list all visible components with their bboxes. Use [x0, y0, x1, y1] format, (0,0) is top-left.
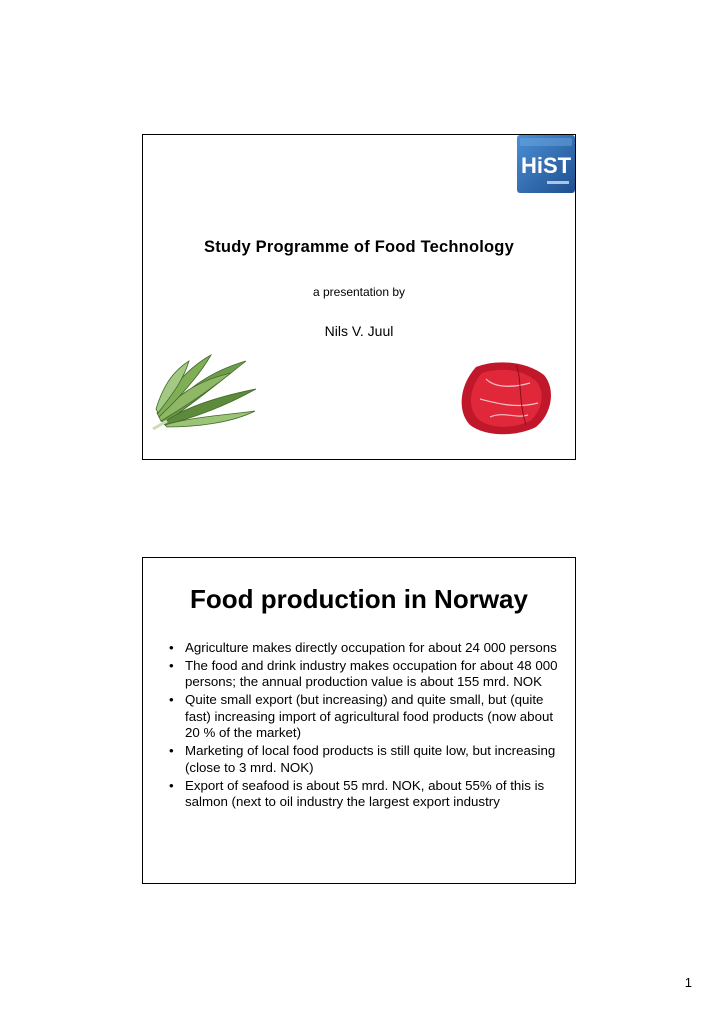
title-slide	[142, 134, 576, 460]
list-item: • Quite small export (but increasing) and quite small, but (quite fast) increasing import of agricultural food products (now about 20 % of the market)	[169, 692, 554, 741]
bullet-text: Export of seafood is about 55 mrd. NOK, about 55% of this is salmon (next to oil industry the largest export industry	[185, 777, 545, 810]
bullet-list	[165, 640, 565, 812]
presentation-title: Study Programme of Food Technology	[204, 238, 514, 256]
bullet-text: Agriculture makes directly occupation for about 24 000 persons	[185, 640, 557, 655]
svg-text:HiST: HiST	[520, 153, 572, 178]
leafy-greens-image	[151, 351, 261, 431]
red-meat-image	[456, 359, 556, 437]
presentation-subtitle: a presentation by	[312, 285, 406, 299]
presentation-author: Nils V. Juul	[324, 323, 394, 339]
slide-title: Food production in Norway	[190, 584, 528, 614]
list-item: • The food and drink industry makes occupation for about 48 000 persons; the annual production value is about 155 mrd. NOK	[169, 658, 558, 690]
page-number: 1	[684, 975, 692, 990]
list-item: • Export of seafood is about 55 mrd. NOK, about 55% of this is salmon (next to oil industry the largest export industry	[169, 777, 545, 810]
list-item: • Agriculture makes directly occupation for about 24 000 persons	[169, 640, 557, 655]
bullet-text: Quite small export (but increasing) and quite small, but (quite fast) increasing import of agricultural food products (now about 20 % of the market)	[185, 692, 554, 741]
hist-logo	[517, 135, 575, 193]
content-slide	[142, 557, 576, 884]
list-item: • Marketing of local food products is still quite low, but increasing (close to 3 mrd. NOK)	[169, 743, 556, 775]
bullet-text: The food and drink industry makes occupation for about 48 000 persons; the annual production value is about 155 mrd. NOK	[185, 658, 558, 690]
bullet-text: Marketing of local food products is still quite low, but increasing (close to 3 mrd. NOK)	[185, 743, 556, 775]
